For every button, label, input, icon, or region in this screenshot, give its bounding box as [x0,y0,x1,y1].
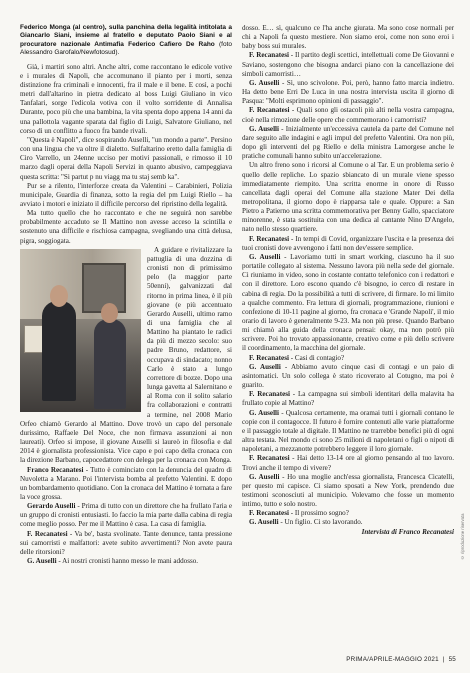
question-text: - Il prossimo sogno? [288,509,349,518]
photo-person-head [50,285,68,307]
answer-text: - Lavoriamo tutti in smart working, ciascuno ha il suo portatile collegato al sistema. Nessuno lavora più nella sede del giornale. Ci riuniamo in video, sono in costante contatto telefonico con i redattori e con il direttore. Loro escono quando c'è bisogno, io cerco di restare in cabina di regia. Do la possibilità a tutti di scrivere, di firmare. Io mi limito a qualche commento. Fra lettura di giornali, programmazione, riunioni e confezione di 10-11 pagine al giorno, fra cronaca e 'Grande Napoli', il mio orario di lavoro è generalmente 9-23. Ma non più prese. Quando Barbano mi chiamò alla guida della cronaca pensai: okay, ma non potrò più scrivere. Poi ho trovato appassionante, creativo come e più dello scrivere il coordinamento, la macchina del giornale. [242,252,454,353]
paragraph-with-photo [20,246,232,466]
answer [242,409,454,455]
photo-caption [20,24,232,58]
left-column [20,24,232,566]
interview-signature: Intervista di Franco Recanatesi [361,527,454,536]
question-text: - Hai detto 13-14 ore al giorno pensando al tuo lavoro. Trovi anche il tempo di vivere? [242,454,454,472]
footer-separator: | [442,656,445,663]
photo-plaque [24,325,44,353]
speaker: G. Auselli [249,124,279,133]
question [242,106,454,124]
question-text: - Quali sono gli ostacoli più alti nella vostra campagna, cioè nella rimozione delle opere che commemorano i camorristi? [242,106,454,124]
paragraph: Ma tutto quello che ho raccontato e che ne seguirà non sarebbe probabilmente accaduto se Il Mattino non avesse acceso la scintilla e sostenuto una difficile e rischiosa campagna, svegliando una città delusa, pigra, soggiogata. [20,209,232,245]
speaker: G. Auselli [249,252,281,261]
publication-name: PRIMA/APRILE-MAGGIO 2021 [346,656,439,663]
answer-text: - Ho una moglie anch'essa giornalista, Francesca Cicatelli, per questo mi capisce. Ci siamo sposati a New York, prendendo due testimoni sconosciuti al municipio. Volevamo che fosse un momento intimo, tutto e solo nostro. [242,472,454,509]
paragraph: Pur se a rilento, l'interforze creata da Valentini – Carabinieri, Polizia municipale, Guardia di finanza, sotto la regia del pm Luigi Riello – ha avviato i motori e iniziato il difficile percorso del ripristino della legalità. [20,181,232,208]
answer-text: - Qualcosa certamente, ma oramai tutti i giornali contano le copie con il contagocce. Il futuro è fornire contenuti alle varie piattaforme e il passaggio totale al digitale. Il Mattino ne trarrebbe benefici più di ogni altra testata. Nel mondo ci sono 25 milioni di napoletani o figli o nipoti di napoletani, a mezzanotte potrebbero leggere il loro giornale. [242,408,454,454]
photo-person-head [101,303,118,323]
speaker: G. Auselli [249,472,280,481]
answer-text: - Sì, uno scivolone. Poi, però, hanno fatto marcia indietro. Ha detto bene Erri De Luca in una nostra intervista uscita il giorno di Pasqua: "Molti esprimono opinioni di passaggio". [242,78,454,106]
question [20,466,232,503]
question-text: - Il partito degli scettici, intellettuali come De Giovanni e Saviano, sostengono che bisogna andarci piano con la cancellazione dei simboli camorristi… [242,51,454,78]
speaker: F. Recanatesi [249,353,289,362]
speaker: F. Recanatesi [249,454,290,463]
question-text: - In tempi di Covid, organizzare l'uscita e la presenza dei tuoi cronisti dove avvengono i fatti non dev'essere semplice. [242,234,455,252]
caption-credit: (foto Alessandro Garofalo/Newfotosud). [20,40,232,57]
answer [242,363,454,390]
answer-text: - Ai nostri cronisti hanno messo le mani addosso. [56,557,199,566]
right-column [242,24,454,537]
photo-person-body [94,319,126,409]
speaker: F. Recanatesi [249,51,289,60]
question-text: - Casi di contagio? [288,353,345,362]
photo-auselli [20,249,141,412]
question [242,454,454,472]
page-footer [346,656,456,663]
speaker: G. Auselli [27,557,57,566]
question [242,390,454,408]
copyright-note: © riproduzione riservata [460,513,465,560]
question [242,51,454,78]
speaker: Gerardo Auselli [27,502,76,511]
answer [20,502,232,529]
speaker: Franco Recanatesi [27,465,84,474]
page-number: 55 [448,656,456,663]
speaker: G. Auselli [249,518,279,527]
answer [242,79,454,106]
question-text: - La campagna sui simboli identitari della malavita ha frullato copie al Mattino? [242,390,454,408]
answer [242,253,454,354]
question [242,235,454,253]
speaker: F. Recanatesi [249,106,290,115]
question-text: - Tutto è cominciato con la denuncia del quadro di Nuvoletta a Marano. Poi l'intervista bomba al prefetto Valentini. E dopo un bombardamento quotidiano. Con la cronaca del Mattino è tornata a fare la voce grossa. [20,465,232,501]
answer-text: - Prima di tutto con un direttore che ha frullato l'aria e un gruppo di cronisti entusiasti. Io faccio la mia parte dalla cabina di regia come meglio posso. Per me il Mattino è casa. La casa di famiglia. [20,502,232,529]
paragraph: Un altro freno sono i ricorsi al Comune o al Tar. E un problema serio è quello delle repliche. Lo spazio sbiancato di un murale viene spesso immediatamente riempito. Una scritta enorme in onore di Russo cancellata dagli operai del Comune alla stazione Mater Dei della metropolitana, il giorno dopo è riapparsa tale e quale. Oppure: a San Pietro a Patierno una scritta commemorativa per Benny Gallo, spacciatore minorenne, è stata sostituita con una dedica al cantante Nino D'Angelo, nato nello stesso quartiere. [242,161,454,234]
answer [242,473,454,510]
answer [242,518,454,527]
paragraph-text: A guidare e rivitalizzare la pattuglia di una dozzina di cronisti non di primissimo pelo (la maggior parte 50enni), galvanizzati dal ritorno in prima linea, è il più giovane (e più accentuato Gerardo Auselli, ultimo ramo di una famiglia che al Mattino ha piantato le radici da più di mezzo secolo: suo padre Bruno, redattore, si occupava di sindacato; nonno Carlo è stato a lungo correttore di bozze. Dopo una lunga gavetta al Salernitano e al Roma con il solito salario fra collaborazioni e contratti a termine, nel 2008 Mario Orfeo chiamò Gerardo al Mattino. Dove trovò un capo del personale durissimo, Raffaele Del Noce, che non firmava assunzioni ai non laureati). Orfeo si impose, il giovane Auselli si laureò in filosofia e dal 2014 è giornalista professionista. Vice capo e poi capo della cronaca con la direzione Barbano, capocedattore con delega per la cronaca con Monga. [20,245,232,465]
paragraph: Già, i martiri sono altri. Anche altri, come raccontano le edicole votive e i murales di Napoli, che accomunano il pianto per i morti, senza distinzione fra criminali e innocenti, fra il male e il bene. E così, a pochi metri dall'altarino in pietra dedicato al boss Luigi Giuliano in vico Tanfalari, sorge l'edicola votiva con il volto sorridente di Annalisa Durante, poco più che una bambina, la vita spenta dopo appena 14 anni da una pallottola vagante sparata dal figlio di Luigi, Salvatore Giuliano, nel corso di un conflitto a fuoco fra bande rivali. [20,62,232,135]
speaker: F. Recanatesi [249,390,290,399]
answer [20,557,232,566]
speaker: G. Auselli [249,362,281,371]
speaker: F. Recanatesi [249,509,289,518]
answer-text: - Un figlio. Ci sto lavorando. [278,518,363,527]
caption-text: Federico Monga (al centro), sulla panchina della legalità intitolata a Giancarlo Siani, insieme al fratello e deputato Paolo Siani e al procuratore nazionale Antimafia Federico Cafiero De Raho [20,24,232,48]
question [20,530,232,557]
speaker: G. Auselli [249,408,279,417]
question [242,509,454,518]
answer-text: - Abbiamo avuto cinque casi di contagi e un paio di asintomatici. Un solo collega è stato ricoverato al Cotugno, ma poi è guarito. [242,362,454,390]
answer-text: - Inizialmente un'eccessiva cautela da parte del Comune nel dare seguito alle indagini e agli impul del prefetto Valentini. Ora non più, dopo gli interventi del pg Riello e della ministra Lamorgese anche le pratiche comunali hanno subito un'accelerazione. [242,124,454,161]
speaker: F. Recanatesi [249,234,290,243]
paragraph: "Questa è Napoli", dice sospirando Auselli, "un mondo a parte". Persino con una lingua che va oltre il dialetto. Sulfaltarino eretto dalla famiglia di Ciro Varrello, un 24enne ucciso per motivi passionali, e rimosso il 10 marzo dagli operai della Napoli Servizi in quanto abusivo, campeggiava questa scritta: "Si partut p nu viagg ma tu staj semb ka". [20,135,232,181]
speaker: G. Auselli [249,78,280,87]
photo-person-body [42,301,76,401]
paragraph: dosso. E… sì, qualcuno ce l'ha anche giurata. Ma sono cose normali per chi a Napoli fa questo mestiere. Non siamo eroi, come non sono eroi i baby boss sui murales. [242,24,454,51]
answer [242,125,454,162]
question-text: - Va be', basta svolinate. Tante denunce, tanta pressione sui camorristi e malfattori: avete subito avvertimenti? Non avete paura delle ritorsioni? [20,529,232,556]
question [242,354,454,363]
speaker: F. Recanatesi [27,529,68,538]
